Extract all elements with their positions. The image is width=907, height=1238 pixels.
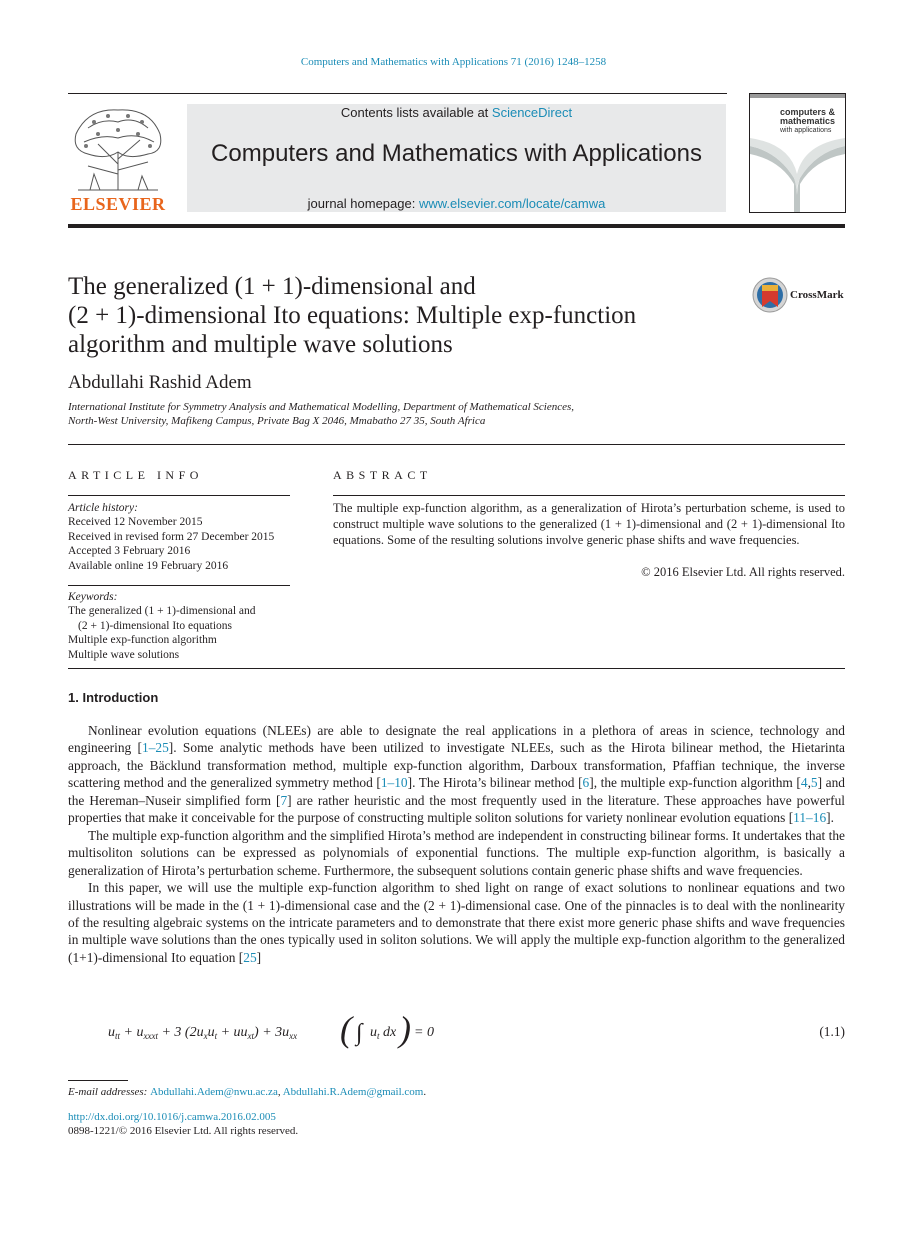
- affiliation: [68, 400, 688, 428]
- email-label: E-mail addresses:: [68, 1086, 151, 1098]
- paragraph: [68, 879, 845, 966]
- equation-1-1: [108, 1015, 708, 1055]
- text-run: .: [423, 1086, 427, 1098]
- text-run: ] are rather heuristic and the most frequently used in the literature. These approaches have powerful properties that make it conceivable for the purpose of constructing multiple soliton solutions for variety nonlinear evolution equations [: [68, 792, 845, 826]
- article-info-rule: [68, 495, 290, 496]
- text-run: ]. The Hirota’s bilinear method [: [407, 775, 583, 791]
- svg-text:utt + uxxxt + 3 (2uxut + uuxt): $u_{tt} + u_{xxxt} + 3$ $(2u_xu_t + uu_{xt}) + 3u_{xx}$: [108, 1025, 298, 1041]
- citation-link[interactable]: 7: [280, 792, 288, 808]
- introduction-body: [68, 722, 845, 966]
- text-run: ]. Some analytic methods have been utilized to investigate NLEEs, such as the Hirota bilinear method, the Hietarinta approach, the Bäcklund transformation method, multiple exp-function algorithm, Darboux transformation, Pfaffian technique, the inverse scattering method and the generalized symmetry method [: [68, 740, 845, 791]
- crossmark-icon: [752, 277, 788, 313]
- svg-text:= 0: = 0: [414, 1025, 434, 1040]
- text-run: ,: [277, 1086, 283, 1098]
- citation-link[interactable]: 1–10: [380, 775, 408, 791]
- equation-graphic: [108, 1015, 708, 1055]
- keyword-item-continued: (2 + 1)-dimensional Ito equations: [78, 619, 233, 632]
- citation-link[interactable]: 1–25: [142, 740, 169, 756]
- email-addresses: [68, 1086, 426, 1098]
- citation-link[interactable]: 11–16: [793, 810, 827, 826]
- keywords-label: Keywords:: [68, 591, 118, 603]
- header-thick-rule: [68, 224, 845, 228]
- cover-title-line: mathematics: [780, 116, 836, 126]
- keyword-item: Multiple wave solutions: [68, 648, 180, 661]
- contents-line: [187, 105, 726, 120]
- article-history: [68, 501, 298, 573]
- abstract-text: The multiple exp-function algorithm, as a generalization of Hirota’s perturbation scheme, is used to construct multiple wave solutions to the generalized (1 + 1)-dimensional and (2 + 1)-dimensional Ito equations. Some of the resulting solutions involve generic phase shifts and wave frequencies.: [333, 501, 845, 547]
- paragraph: The multiple exp-function algorithm and the simplified Hirota’s method are independent in constructing bilinear forms. It undertakes that the multisoliton solutions can be expressed as polynomials of exponential functions. The multiple exp-function algorithm, is basically a generalization of Hirota’s perturbation scheme. Furthermore, the subsequent solutions contain generic phase shifts and wave frequencies.: [68, 827, 845, 878]
- homepage-prefix: journal homepage:: [307, 196, 419, 211]
- abstract-rule: [333, 495, 845, 496]
- homepage-line: [187, 196, 726, 211]
- text-run: ].: [826, 810, 834, 826]
- history-revised: Received in revised form 27 December 2015: [68, 530, 275, 543]
- svg-text:∫: ∫: [356, 1020, 363, 1046]
- paragraph: [68, 722, 845, 827]
- citation-link[interactable]: 6: [582, 775, 590, 791]
- cover-title: [780, 108, 835, 135]
- article-info-heading: ARTICLE INFO: [68, 468, 203, 482]
- email-link[interactable]: Abdullahi.R.Adem@gmail.com: [282, 1086, 424, 1098]
- citation-link[interactable]: 5: [810, 775, 818, 791]
- keyword-item: Multiple exp-function algorithm: [68, 634, 217, 647]
- crossmark-label: CrossMark: [790, 289, 844, 301]
- journal-title: Computers and Mathematics with Applications: [211, 140, 702, 167]
- history-received: Received 12 November 2015: [68, 516, 203, 529]
- history-online: Available online 19 February 2016: [68, 559, 229, 572]
- doi-link[interactable]: http://dx.doi.org/10.1016/j.camwa.2016.02.005: [68, 1111, 276, 1123]
- text-run: In this paper, we will use the multiple exp-function algorithm to shed light on range of exact solutions to nonlinear equations and two illustrations will be made in the (1 + 1)-dimensional case and the (2 + 1)-dimensional case. One of the pinnacles is to deal with the nonlinearity of the resulting algebraic systems on the intricate parameters and to demonstrate that there exist more generic phase shifts and wave frequencies in multiple wave solutions than the ones typically used in soliton solutions. We will apply the multiple exp-function algorithm to the generalized (1+1)-dimensional Ito equation [: [68, 880, 845, 965]
- citation-link[interactable]: 4: [800, 775, 808, 791]
- section-heading-introduction: 1. Introduction: [68, 690, 159, 705]
- citation-link[interactable]: 25: [243, 949, 257, 965]
- homepage-link[interactable]: www.elsevier.com/locate/camwa: [418, 196, 606, 211]
- keywords-rule: [68, 585, 290, 586]
- svg-text:ut dx: $u_t$ dx: [370, 1025, 397, 1041]
- affiliation-line: International Institute for Symmetry Analysis and Mathematical Modelling, Department of Mathematical Sciences,: [68, 401, 575, 413]
- journal-citation[interactable]: Computers and Mathematics with Applications 71 (2016) 1248–1258: [300, 56, 607, 68]
- text-run: ] and the Hereman–Nuseir simplified form [: [68, 775, 845, 808]
- cover-title-line: with applications: [780, 127, 832, 134]
- keyword-item: The generalized (1 + 1)-dimensional and: [68, 605, 256, 618]
- affiliation-rule: [68, 444, 845, 445]
- history-accepted: Accepted 3 February 2016: [68, 545, 191, 558]
- header-rule: [68, 93, 727, 94]
- affiliation-line: North-West University, Mafikeng Campus, Private Bag X 2046, Mmabatho 27 35, South Africa: [68, 415, 486, 427]
- text-run: ]: [256, 949, 262, 965]
- abstract-heading: ABSTRACT: [333, 468, 432, 482]
- cover-title-line: computers &: [780, 107, 836, 117]
- history-label: Article history:: [68, 502, 138, 514]
- title-line: (2 + 1)-dimensional Ito equations: Multiple exp-function: [68, 302, 637, 329]
- crossmark-badge[interactable]: [752, 277, 847, 315]
- front-matter-rule: [68, 668, 845, 669]
- title-line: algorithm and multiple wave solutions: [68, 331, 453, 358]
- text-run: ,: [807, 775, 811, 791]
- sciencedirect-link[interactable]: ScienceDirect: [491, 105, 573, 120]
- paper-title: [68, 272, 748, 359]
- svg-text:): ): [399, 1015, 411, 1049]
- contents-prefix: Contents lists available at: [340, 105, 492, 120]
- text-run: Nonlinear evolution equations (NLEEs) are able to designate the real applications in a plethora of areas in science, technology and engineering [: [68, 723, 845, 756]
- elsevier-wordmark: ELSEVIER: [70, 194, 166, 214]
- email-link[interactable]: Abdullahi.Adem@nwu.ac.za: [150, 1086, 278, 1098]
- equation-number: (1.1): [819, 1024, 845, 1039]
- footnote-rule: [68, 1080, 128, 1081]
- svg-text:(: (: [340, 1015, 352, 1049]
- keywords: [68, 590, 298, 662]
- author-name: Abdullahi Rashid Adem: [68, 372, 252, 393]
- journal-cover-thumbnail[interactable]: [749, 93, 846, 213]
- title-line: The generalized (1 + 1)-dimensional and: [68, 273, 476, 300]
- issn-copyright: 0898-1221/© 2016 Elsevier Ltd. All rights reserved.: [68, 1125, 299, 1137]
- abstract-copyright: © 2016 Elsevier Ltd. All rights reserved.: [641, 565, 845, 579]
- text-run: ], the multiple exp-function algorithm [: [589, 775, 801, 791]
